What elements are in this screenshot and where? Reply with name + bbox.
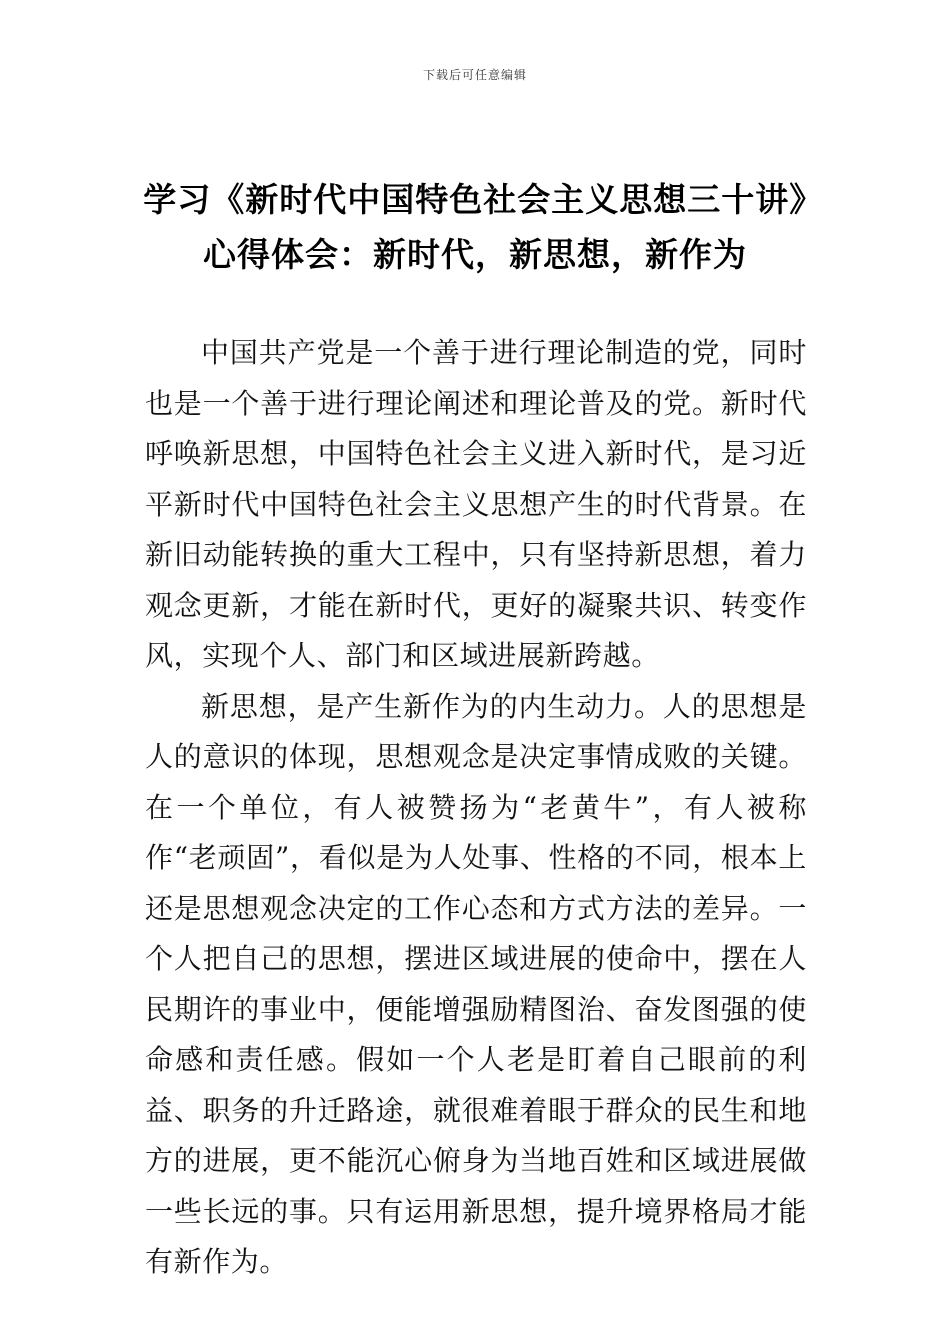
document-body [145,328,807,1288]
paragraph-2: 新思想，是产生新作为的内生动力。人的思想是人的意识的体现，思想观念是决定事情成败的关键。在一个单位，有人被赞扬为“老黄牛”，有人被称作“老顽固”，看似是为人处事、性格的不同，根本上还是思想观念决定的工作心态和方式方法的差异。一个人把自己的思想，摆进区域进展的使命中，摆在人民期许的事业中，便能增强励精图治、奋发图强的使命感和责任感。假如一个人老是盯着自己眼前的利益、职务的升迁路途，就很难着眼于群众的民生和地方的进展，更不能沉心俯身为当地百姓和区域进展做一些长远的事。只有运用新思想，提升境界格局才能有新作为。 [145,689,807,1278]
header-note: 下载后可任意编辑 [422,68,527,82]
document-title: 学习《新时代中国特色社会主义思想三十讲》心得体会：新时代，新思想，新作为 [143,180,807,274]
paragraph-1: 中国共产党是一个善于进行理论制造的党，同时也是一个善于进行理论阐述和理论普及的党。新时代呼唤新思想，中国特色社会主义进入新时代，是习近平新时代中国特色社会主义思想产生的时代背景。在新旧动能转换的重大工程中，只有坚持新思想，着力观念更新，才能在新时代，更好的凝聚共识、转变作风，实现个人、部门和区域进展新跨越。 [145,336,807,672]
